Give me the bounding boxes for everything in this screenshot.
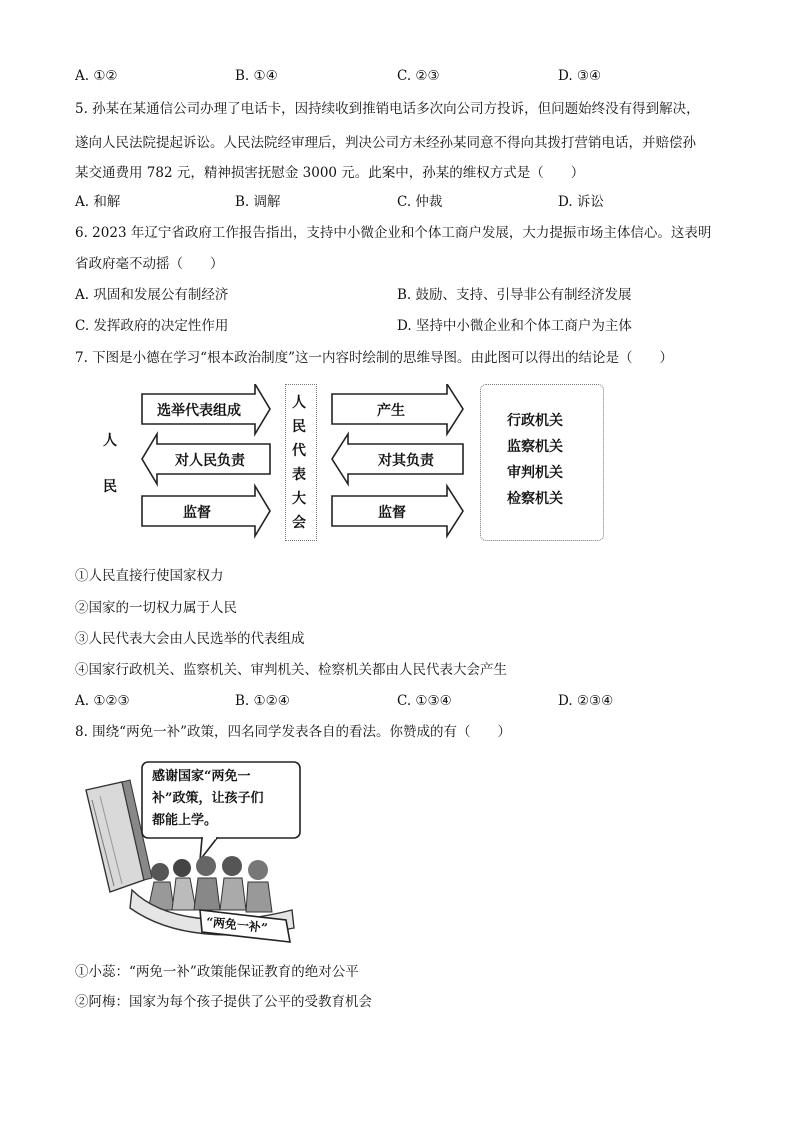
npc-char-5: 大 bbox=[292, 491, 306, 507]
q8-statement-1: ①小蕊：“两免一补”政策能保证教育的绝对公平 bbox=[75, 964, 359, 980]
q8-stem: 8. 围绕“两免一补”政策，四名同学发表各自的看法。你赞成的有（ ） bbox=[75, 724, 511, 740]
q5-line-1: 5. 孙某在某通信公司办理了电话卡，因持续收到推销电话多次向公司方投诉，但问题始终没有得到解决， bbox=[75, 101, 700, 117]
q6-line-1: 6. 2023 年辽宁省政府工作报告指出，支持中小微企业和个体工商户发展，大力提振市场主体信心。这表明 bbox=[75, 225, 712, 241]
organ-supervisory: 监察机关 bbox=[507, 439, 563, 455]
cartoon-banner: “两免一补” bbox=[205, 914, 269, 936]
arrow-label-supervise-left: 监督 bbox=[183, 505, 211, 521]
mind-map bbox=[95, 384, 610, 544]
q6-option-a: A. 巩固和发展公有制经济 bbox=[75, 287, 229, 303]
q4-option-c: C. ②③ bbox=[397, 68, 440, 84]
q6-option-d: D. 坚持中小微企业和个体工商户为主体 bbox=[397, 318, 632, 334]
q7-option-a: A. ①②③ bbox=[75, 693, 130, 709]
q6-option-b: B. 鼓励、支持、引导非公有制经济发展 bbox=[397, 287, 632, 303]
q7-statement-2: ②国家的一切权力属于人民 bbox=[75, 600, 237, 616]
npc-char-3: 代 bbox=[292, 443, 306, 459]
two-exemptions-cartoon bbox=[82, 760, 302, 945]
npc-char-6: 会 bbox=[292, 515, 306, 531]
arrow-label-responsible-npc: 对其负责 bbox=[378, 453, 434, 469]
bubble-line-3: 都能上学。 bbox=[152, 813, 218, 828]
npc-char-2: 民 bbox=[292, 419, 306, 435]
q8-statement-2: ②阿梅：国家为每个孩子提供了公平的受教育机会 bbox=[75, 994, 372, 1010]
people-char-2: 民 bbox=[103, 479, 117, 495]
q5-option-d: D. 诉讼 bbox=[558, 194, 604, 210]
q7-statement-1: ①人民直接行使国家权力 bbox=[75, 568, 224, 584]
q7-stem: 7. 下图是小德在学习“根本政治制度”这一内容时绘制的思维导图。由此图可以得出的结论是（ ） bbox=[75, 350, 673, 366]
q7-statement-4: ④国家行政机关、监察机关、审判机关、检察机关都由人民代表大会产生 bbox=[75, 662, 507, 678]
arrow-label-supervise-right: 监督 bbox=[378, 505, 406, 521]
q7-option-b: B. ①②④ bbox=[235, 693, 290, 709]
q4-option-d: D. ③④ bbox=[558, 68, 602, 84]
q5-option-b: B. 调解 bbox=[235, 194, 281, 210]
people-char-1: 人 bbox=[103, 433, 117, 449]
q5-line-2: 遂向人民法院提起诉讼。人民法院经审理后，判决公司方未经孙某同意不得向其拨打营销电话，并赔偿孙 bbox=[75, 135, 696, 151]
q4-option-a: A. ①② bbox=[75, 68, 118, 84]
q7-option-d: D. ②③④ bbox=[558, 693, 614, 709]
organ-procuratorial: 检察机关 bbox=[507, 491, 563, 507]
q6-option-c: C. 发挥政府的决定性作用 bbox=[75, 318, 229, 334]
q7-option-c: C. ①③④ bbox=[397, 693, 452, 709]
arrow-label-elect: 选举代表组成 bbox=[157, 403, 241, 419]
arrow-label-produce: 产生 bbox=[377, 403, 405, 419]
bubble-line-1: 感谢国家“两免一 bbox=[152, 769, 251, 784]
arrow-label-responsible-people: 对人民负责 bbox=[175, 453, 245, 469]
bubble-line-2: 补”政策，让孩子们 bbox=[152, 791, 264, 806]
q4-option-b: B. ①④ bbox=[235, 68, 278, 84]
npc-char-4: 表 bbox=[292, 467, 306, 483]
q5-line-3: 某交通费用 782 元，精神损害抚慰金 3000 元。此案中，孙某的维权方式是（ ） bbox=[75, 165, 585, 181]
q7-statement-3: ③人民代表大会由人民选举的代表组成 bbox=[75, 631, 305, 647]
organ-administrative: 行政机关 bbox=[507, 413, 563, 429]
organ-judicial: 审判机关 bbox=[507, 465, 563, 481]
q6-line-2: 省政府毫不动摇（ ） bbox=[75, 256, 224, 272]
q5-option-a: A. 和解 bbox=[75, 194, 121, 210]
npc-char-1: 人 bbox=[292, 395, 306, 411]
q5-option-c: C. 仲裁 bbox=[397, 194, 443, 210]
